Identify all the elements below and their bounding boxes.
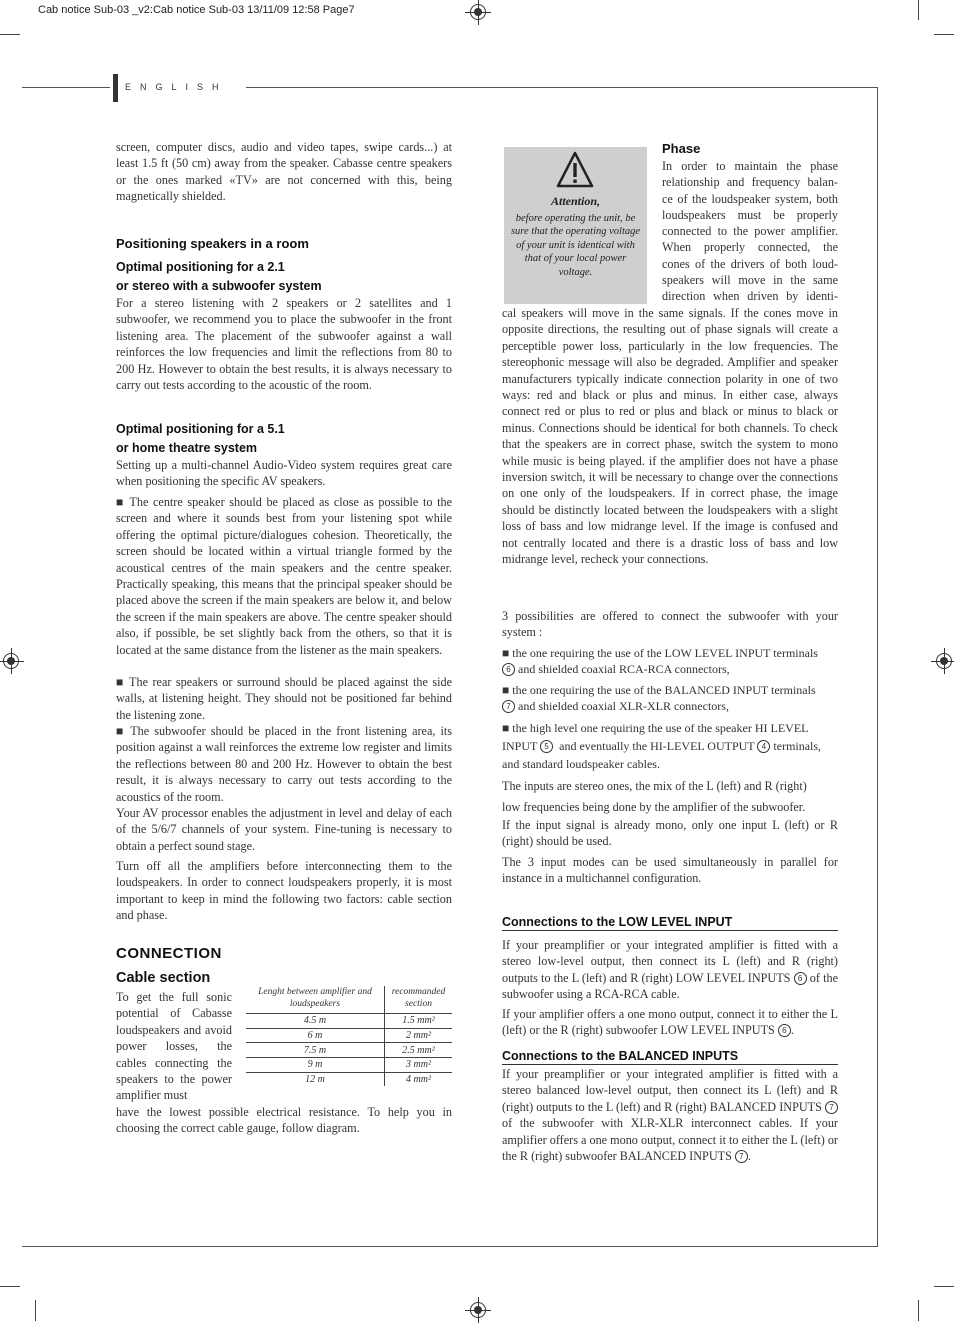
bullet-subwoofer bbox=[116, 723, 452, 805]
low-level-text-1: If your preamplifier or your integrated amplifier is fitted with a stereo low-level output, then connect its L (left) and R (right) outputs to the L (left) and R (right) LOW LEVEL INPUTS bbox=[502, 938, 838, 985]
cell-section: 2.5 mm² bbox=[385, 1043, 453, 1058]
low-level-heading: Connections to the LOW LEVEL INPUT bbox=[502, 915, 838, 931]
table-header-length: Lenght between amplifier and loudspeakers bbox=[258, 987, 372, 1009]
phase-paragraph: cal speakers will move in the same signals. If the cones move in opposite directions, the resulting out of phase signals will create a perceptible power loss, particularly in the low frequencies. The stereophonic message will also be degraded. Amplifier and speaker manufacturers typically indicate connection polarity in one of two ways: red and black or plus and minus. In either case, always connect red or plus to red or plus and black or minus to black or minus. Connections should be identical for both channels. To check that the speakers are in correct phase, switch the system to mono while music is being played. if the amplifier does not have a phase inversion switch, it will be necessary to change over the connections on one only of the loudspeakers. If in correct phase, the image should be distinctly located between the loudspeakers with a slight loss of bass and low midrange level. If the image is confused and not centrally located and there is a drastic loss of bass and low midrange level, recheck your connections. bbox=[502, 306, 838, 567]
cell-section: 1.5 mm² bbox=[385, 1014, 453, 1029]
terminal-6-icon: 6 bbox=[794, 972, 807, 985]
opt21-heading-line1: Optimal positioning for a 2.1 bbox=[116, 260, 285, 274]
table-row bbox=[246, 1043, 452, 1058]
possibility-1-text: the one requiring the use of the LOW LEVEL INPUT terminals bbox=[512, 646, 818, 660]
possibility-2 bbox=[502, 682, 838, 715]
registration-mark-left bbox=[3, 653, 19, 669]
phase-line: speakers will move in the same bbox=[662, 273, 838, 288]
terminal-7-icon: 7 bbox=[735, 1150, 748, 1163]
table-row bbox=[246, 1058, 452, 1073]
possibility-3 bbox=[502, 719, 838, 773]
low-level-text-2: If your amplifier offers a one mono output, connect it to either the L (left) or the R (right) subwoofer LOW LEVEL INPUTS bbox=[502, 1007, 838, 1038]
inputs-line-1: The inputs are stereo ones, the mix of the L (left) and R (right) bbox=[502, 779, 807, 793]
attention-box bbox=[504, 147, 647, 304]
phase-line: When properly connected, the bbox=[662, 240, 838, 255]
intro-paragraph: screen, computer discs, audio and video tapes, swipe cards...) at least 1.5 ft (50 cm) away from the speaker. Cabasse centre speakers or the ones marked «TV» are not concerned with this, being magnetically shielded. bbox=[116, 140, 452, 204]
terminal-5-icon: 5 bbox=[540, 740, 553, 753]
frame-bottom-rule bbox=[22, 1246, 878, 1247]
cell-length: 12 m bbox=[246, 1072, 385, 1086]
phase-line: connected to the power amplifier. bbox=[662, 224, 838, 239]
phase-line: ce of the loudspeaker system, both bbox=[662, 191, 838, 206]
cell-length: 9 m bbox=[246, 1058, 385, 1073]
turn-off-paragraph: Turn off all the amplifiers before interconnecting them to the loudspeakers. In order to connect loudspeakers properly, it is most important to keep in mind the following two factors: cable section and phase. bbox=[116, 859, 452, 923]
bullet-square-icon: ■ bbox=[502, 683, 513, 697]
cell-section: 3 mm² bbox=[385, 1058, 453, 1073]
bullet-centre-text: The centre speaker should be placed as close as possible to the screen and where it sounds best from your listening spot while offering the optimal picture/dialogues cohesion. Theoretically, the screen should be located within a virtual triangle formed by the acoustical centres of the main speakers and the centre speaker. Practically speaking, this means that the principal speaker should be placed above the screen if the main speakers are below it, and below the screen if the main speakers are above. The centre speaker should also, if possible, be set slightly back from the others, so that it is located at the same distance from the listener as the main speakers. bbox=[116, 495, 452, 657]
cell-section: 4 mm² bbox=[385, 1072, 453, 1086]
cell-section: 2 mm² bbox=[385, 1028, 453, 1043]
opt51-heading-line2: or home theatre system bbox=[116, 441, 258, 455]
registration-mark-top bbox=[470, 4, 486, 20]
opt51-paragraph: Setting up a multi-channel Audio-Video system requires great care when positioning the specific AV speakers. bbox=[116, 458, 452, 489]
balanced-paragraph: If your preamplifier or your integrated amplifier is fitted with a stereo balanced low-level output, then connect its L (left) and R (right) outputs to the L (left) and R (right) BALANCED INPUTS 7 of the subwoofer with XLR-XLR interconnect cables. If your amplifier offers a one mono output, connect it to either the L (left) or the R (right) subwoofer BALANCED INPUTS 7 . bbox=[502, 1067, 838, 1164]
cell-length: 6 m bbox=[246, 1028, 385, 1043]
balanced-heading: Connections to the BALANCED INPUTS bbox=[502, 1049, 838, 1065]
balanced-text-1: If your preamplifier or your integrated amplifier is fitted with a stereo balanced low-level output, then connect its L (left) and R (right) outputs to the L (left) and R (right) BALANCED INPUTS bbox=[502, 1067, 838, 1114]
opt21-heading-line2: or stereo with a subwoofer system bbox=[116, 279, 322, 293]
av-processor-paragraph: Your AV processor enables the adjustment in level and delay of each of the 5/6/7 channels of your system. Fine-tuning is necessary to obtain a perfect sound stage. bbox=[116, 806, 452, 853]
bullet-sub-text: The subwoofer should be placed in the front listening area, its position against a wall reinforces the extreme low register and limits the reflections between 80 and 200 Hz. However to obtain the best result, it is always necessary to carry out tests according to the acoustics of the room. bbox=[116, 724, 452, 804]
language-label: ENGLISH bbox=[125, 82, 228, 92]
attention-title: Attention, bbox=[550, 194, 600, 208]
inputs-line-2: low frequencies being done by the amplifier of the subwoofer. bbox=[502, 799, 806, 814]
table-row bbox=[246, 1014, 452, 1029]
registration-mark-right bbox=[936, 653, 952, 669]
bullet-square-icon: ■ bbox=[502, 721, 513, 735]
bullet-square-icon: ■ bbox=[116, 675, 130, 689]
crop-mark bbox=[934, 1286, 954, 1287]
cable-section-heading: Cable section bbox=[116, 970, 211, 986]
possibility-3-text: the high level one requiring the use of the speaker HI LEVEL bbox=[512, 721, 809, 735]
possibility-1 bbox=[502, 645, 838, 678]
balanced-text-2: of the subwoofer with XLR-XLR interconnect cables. If your amplifier offers a one mono output, connect it to either the L (left) or the R (right) subwoofer BALANCED INPUTS bbox=[502, 1116, 838, 1164]
terminal-6-icon: 6 bbox=[502, 663, 515, 676]
frame-right-rule bbox=[877, 87, 878, 1246]
attention-text: before operating the unit, be sure that the operating voltage of your unit is identical with that of your local power voltage. bbox=[510, 213, 641, 278]
possibilities-intro: 3 possibilities are offered to connect the subwoofer with your system : bbox=[502, 609, 838, 640]
bullet-centre-speaker bbox=[116, 494, 452, 658]
possibility-2-text-2: and shielded coaxial XLR-XLR connectors, bbox=[518, 699, 729, 714]
phase-side-text bbox=[662, 158, 838, 305]
bullet-rear-speakers bbox=[116, 674, 452, 723]
mono-paragraph: If the input signal is already mono, only one input L (left) or R (right) should be used. bbox=[502, 818, 838, 849]
opt21-paragraph: For a stereo listening with 2 speakers or 2 satellites and 1 subwoofer, we recommend you to place the subwoofer in the front listening area. The placement of the subwoofer against a wall reinforces the low frequencies and limit the reflections from 80 to 200 Hz. However to obtain the best results, it is always necessary to carry out tests according to the acoustic of the room. bbox=[116, 296, 452, 393]
crop-mark bbox=[35, 1300, 36, 1321]
possibility-3-terminals: terminals, bbox=[773, 739, 822, 753]
low-level-paragraph-1 bbox=[502, 937, 838, 1003]
terminal-7-icon: 7 bbox=[502, 700, 515, 713]
header-rule-left bbox=[22, 87, 110, 88]
cable-paragraph-part2: have the lowest possible electrical resistance. To help you in choosing the correct cable gauge, follow diagram. bbox=[116, 1105, 452, 1136]
opt51-heading-line1: Optimal positioning for a 5.1 bbox=[116, 422, 285, 436]
cell-length: 7.5 m bbox=[246, 1043, 385, 1058]
phase-heading: Phase bbox=[662, 141, 701, 156]
header-rule-right bbox=[246, 87, 878, 88]
phase-line: relationship and frequency balan- bbox=[662, 175, 838, 190]
inputs-paragraph bbox=[502, 776, 838, 817]
bullet-square-icon: ■ bbox=[116, 495, 130, 509]
modes-paragraph: The 3 input modes can be used simultaneously in parallel for instance in a multichannel configuration. bbox=[502, 855, 838, 886]
connection-heading: CONNECTION bbox=[116, 945, 222, 962]
bullet-square-icon: ■ bbox=[116, 724, 131, 738]
crop-mark bbox=[0, 34, 20, 35]
low-level-paragraph-2: If your amplifier offers a one mono output, connect it to either the L (left) or the R (right) subwoofer LOW LEVEL INPUTS 6 . bbox=[502, 1007, 838, 1038]
possibility-3-output: and eventually the HI-LEVEL OUTPUT bbox=[559, 739, 755, 753]
crop-mark bbox=[918, 0, 919, 20]
possibility-2-text: the one requiring the use of the BALANCED INPUT terminals bbox=[512, 683, 816, 697]
cable-gauge-table bbox=[246, 986, 452, 1086]
possibility-1-text-2: and shielded coaxial RCA-RCA connectors, bbox=[518, 662, 730, 677]
crop-mark bbox=[934, 34, 954, 35]
bullet-square-icon: ■ bbox=[502, 646, 513, 660]
language-tab-bar bbox=[113, 74, 118, 102]
cell-length: 4.5 m bbox=[246, 1014, 385, 1029]
phase-line: In order to maintain the phase bbox=[662, 159, 838, 173]
registration-mark-bottom bbox=[470, 1302, 486, 1318]
low-level-text-1b: of the subwoofer using a RCA-RCA cable. bbox=[502, 970, 839, 1002]
table-row bbox=[246, 1028, 452, 1043]
cable-paragraph-part1: To get the full sonic potential of Cabasse loudspeakers and avoid power losses, the cables connecting the speakers to the power amplifier must bbox=[116, 990, 232, 1103]
table-row bbox=[246, 1072, 452, 1086]
terminal-7-icon: 7 bbox=[825, 1101, 838, 1114]
phase-line: cones of the drivers of both loud- bbox=[662, 256, 838, 271]
terminal-4-icon: 4 bbox=[757, 740, 770, 753]
phase-line: direction when driven by identi- bbox=[662, 289, 838, 304]
possibility-3-text-3: and standard loudspeaker cables. bbox=[502, 757, 660, 771]
bullet-rear-text: The rear speakers or surround should be placed against the side walls, at listening height. They should not be positioned far behind the listening zone. bbox=[116, 675, 452, 722]
crop-mark bbox=[0, 1286, 20, 1287]
crop-mark bbox=[918, 1300, 919, 1321]
print-slug: Cab notice Sub-03 _v2:Cab notice Sub-03 13/11/09 12:58 Page7 bbox=[38, 4, 355, 16]
possibility-3-input: INPUT bbox=[502, 739, 538, 753]
warning-icon bbox=[555, 150, 595, 190]
table-header-section: recommanded section bbox=[385, 986, 453, 1014]
terminal-6-icon: 6 bbox=[778, 1024, 791, 1037]
phase-line: loudspeakers must be properly bbox=[662, 207, 838, 222]
positioning-heading: Positioning speakers in a room bbox=[116, 236, 309, 251]
